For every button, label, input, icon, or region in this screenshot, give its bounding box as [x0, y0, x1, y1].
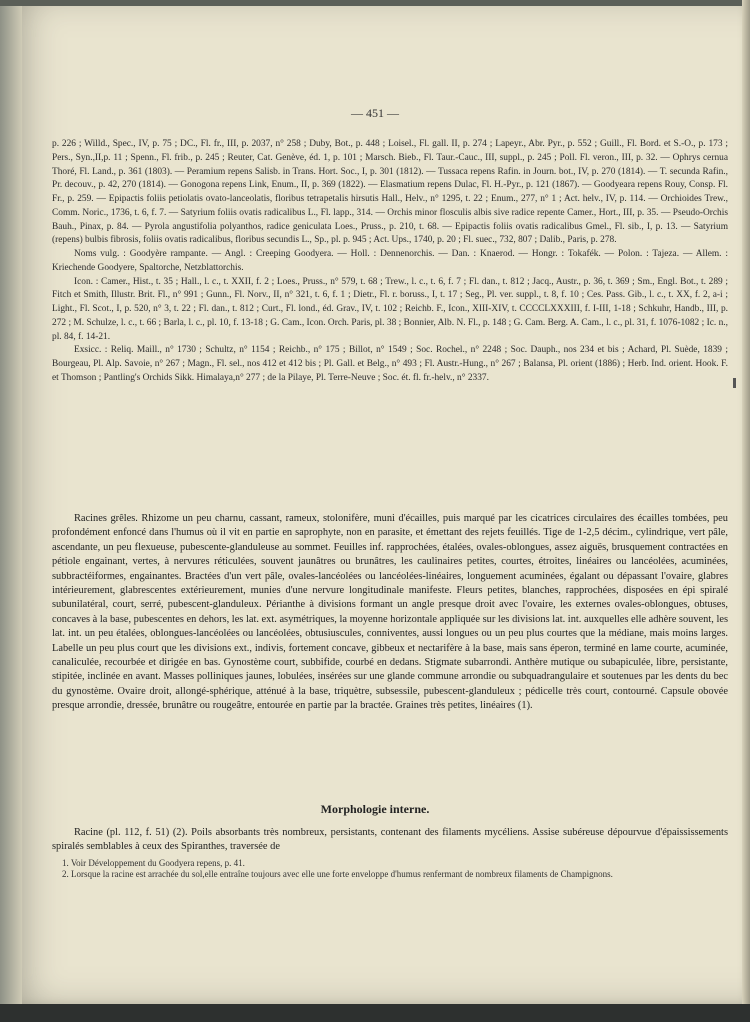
synonymy-paragraph: p. 226 ; Willd., Spec., IV, p. 75 ; DC., Fl. fr., III, p. 2037, n° 258 ; Duby, Bot., p. 448 ; Loisel., Fl. gall. II, p. 274 ; Lapeyr., Abr. Pyr., p. 552 ; Guill., Fl. Bord. et S.-O., p. 173 ; Pers., Syn.,II,p. 11 ; Spenn., Fl. frib., p. 245 ; Reuter, Cat. Genève, éd. 1, p. 101 ; Marsch. Bieb., Fl. Taur.-Cauc., III, suppl., p. 245 ; Poll. Fl. veron., III, p. 32. — Ophrys cernua Thoré, Fl. Land., p. 361 (1803). — Peramium repens Salisb. in Trans. Hort. Soc., I, p. 301 (1812). — Tussaca repens Rafin. in Journ. bot., IV, p. 270 (1814). — T. secunda Rafin., Pr. decouv., p. 42, 270 (1814). — Gonogona repens Link, Enum., II, p. 369 (1822). — Elasmatium repens Dulac, Fl. H.-Pyr., p. 121 (1867). — Goodyeara repens Rouy, Consp. Fl. Fr., p. 259. — Epipactis foliis petiolatis ovato-lanceolatis, floribus tetrapetalis hirsutis Hall., Helv., n° 1295, t. 22 ; Enum., 277, n° 1 ; Act. helv., IV, p. 114. — Orchioides Trew., Comm. Noric., 1736, t. 6, f. 7. — Satyrium foliis ovatis radicalibus L., Fl. lapp., 314. — Orchis minor flosculis albis sive radice repente Camer., Hort., III, p. 35. — Pseudo-Orchis Bauh., Pinax, p. 84. — Pyrola angustifolia polyanthos, radice geniculata Loes., Pruss., p. 210, t. 68. — Epipactis foliis ovatis radicalibus Gmel., Fl. sib., I, p. 13. — Satyrium (repens) bulbis fibrosis, foliis ovatis radicalibus, floribus secundis L., Sp., pl. p. 945 ; Act. Ups., 1740, p. 20 ; Fl. suec., 732, 807 ; Dalib., Paris, p. 278. — [52, 139, 728, 246]
page-number: — 451 — — [351, 106, 399, 120]
description-paragraph: Racines grêles. Rhizome un peu charnu, cassant, rameux, stolonifère, muni d'écailles, puis marqué par les cicatrices circulaires des écailles tombées, peu profondément enfoncé dans l'humus où il vit en partie en saprophyte, non en parasite, et émettant des rejets feuillés. Tige de 1-2,5 décim., cylindrique, vert pâle, ascendante, un peu flexueuse, pubescente-glanduleuse au sommet. Feuilles inf. rapprochées, étalées, ovales-oblongues, assez aiguës, brusquement contractées en pétiole engainant, vertes, à nervures réticulées, souvent jaunâtres ou brunâtres, les caulinaires petites, courtes, étroites, linéaires ou lancéolées, acuminées, subbractéiformes, engainantes. Bractées d'un vert pâle, ovales-lancéolées ou lancéolées-linéaires, longuement acuminées, égalant ou dépassant l'ovaire, glabres intérieurement, glabrescentes extérieurement, munies d'une nervure longitudinale manifeste. Fleurs petites, blanches, rapprochées, disposées en épi spiralé subunilatéral, court, serré, pubescent-glanduleux. Périanthe à divisions formant un angle presque droit avec l'ovaire, les externes ovales-oblongues, obtuses, concaves à la base, pubescentes en dehors, les lat. ext. asymétriques, la moyenne horizontale appliquée sur les divisions lat. int. auxquelles elle adhère souvent, les lat. int. un peu étalées, oblongues-lancéolées ou lancéolées, obtusiuscules, conniventes, aussi longues ou un peu plus courtes que la médiane, mais moins larges. Labelle un peu plus court que les divisions ext., indivis, fortement concave, gibbeux et nectarifère à la base, mais sans éperon, terminé en lame courte, acuminée, canaliculée, recourbée et dirigée en bas. Gynostème court, subbifide, courbé en dedans. Stigmate subarrondi. Anthère mutique ou subapiculée, libre, persistante, stipitée, inclinée en avant. Masses polliniques jaunes, lobulées, insérées sur une glande commune arrondie ou subquadrangulaire et soutenues par les dents du bec du gynostème. Ovaire droit, allongé-sphérique, atténué à la base, triquètre, subsessile, pubescent-glanduleux ; pédicelle très court, contourné. Capsule obovée presque arrondie, dressée, brunâtre ou rougeâtre, entourée en partie par la bractée. Graines très petites, linéaires (1). — [52, 513, 728, 712]
synonymy-references — [52, 138, 728, 386]
exsiccata-paragraph: Exsicc. : Reliq. Maill., n° 1730 ; Schultz, n° 1154 ; Reichb., n° 175 ; Billot, n° 1549 ; Soc. Rochel., n° 2248 ; Soc. Dauph., nos 234 et bis ; Achard, Pl. Suède, 1839 ; Bourgeau, Pl. Alp. Savoie, n° 267 ; Magn., Fl. sel., nos 412 et 412 bis ; Pl. Gall. et Belg., n° 493 ; Fl. Austr.-Hung., n° 267 ; Balansa, Pl. orient (1886) ; Herb. Ind. orient. Hook. F. et Thomson ; Pantling's Orchids Sikk. Himalaya,n° 277 ; de la Pilaye, Pl. Terre-Neuve ; Soc. ét. fl. fr.-helv., n° 2337. — [52, 345, 728, 383]
internal-morphology-section — [52, 826, 728, 855]
page-bottom-background — [0, 1004, 750, 1022]
section-heading: Morphologie interne. — [320, 802, 430, 816]
page-right-edge — [742, 0, 750, 1004]
iconography-paragraph: Icon. : Camer., Hist., t. 35 ; Hall., l. c., t. XXII, f. 2 ; Loes., Pruss., n° 579, t. 68 ; Trew., l. c., t. 6, f. 7 ; Fl. dan., t. 812 ; Jacq., Austr., p. 36, t. 369 ; Sm., Engl. Bot., t. 289 ; Fitch et Smith, Illustr. Brit. Fl., n° 991 ; Gunn., Fl. Norv., II, n° 321, t. 6, f. 1 ; Dietr., Fl. r. boruss., I, t. 17 ; Seg., Pl. ver. suppl., t. 8, f. 10 ; Ces. Pass. Gib., l. c., t. XX, f. 2, a-i ; Light., Fl. Scot., I, p. 520, n° 3, t. 22 ; Fl. dan., t. 812 ; Curt., Fl. lond., éd. Grav., IV, t. 102 ; Reichb. F., Icon., XIII-XIV, t. CCCCLXXXIII, f. I-III, 1-18 ; Schkuhr, Handb., III, p. 272 ; M. Schulze, l. c., t. 66 ; Barla, l. c., pl. 10, f. 13-18 ; G. Cam., Icon. Orch. Paris, pl. 38 ; Bonnier, Alb. N. Fl., p. 148 ; G. Cam. Berg. A. Cam., l. c., pl. 31, f. 1076-1082 ; Ic. n., pl. 84, f. 14-21. — [52, 276, 728, 342]
internal-paragraph: Racine (pl. 112, f. 51) (2). Poils absorbants très nombreux, persistants, contenant des filaments mycéliens. Assise subéreuse dépourvue d'épaississements spiralés semblables à ceux des Spiranthes, traversée de — [52, 827, 728, 853]
page-top-edge — [0, 0, 750, 6]
common-names-paragraph: Noms vulg. : Goodyère rampante. — Angl. : Creeping Goodyera. — Holl. : Dennenorchis. — Dan. : Knaerod. — Hongr. : Tokafék. — Polon. : Tajeza. — Allem. : Kriechende Goodyere, Spaltorche, Netzblattorchis. — [52, 249, 728, 273]
book-gutter — [0, 0, 22, 1004]
footnote-2: 2. Lorsque la racine est arrachée du sol,elle entraîne toujours avec elle une forte enveloppe d'humus renfermant de nombreux filaments de Champignons. — [62, 869, 613, 879]
footnote-1: 1. Voir Développement du Goodyera repens, p. 41. — [62, 858, 245, 868]
description-section — [52, 512, 728, 714]
margin-mark — [733, 378, 736, 388]
footnotes — [52, 858, 728, 880]
